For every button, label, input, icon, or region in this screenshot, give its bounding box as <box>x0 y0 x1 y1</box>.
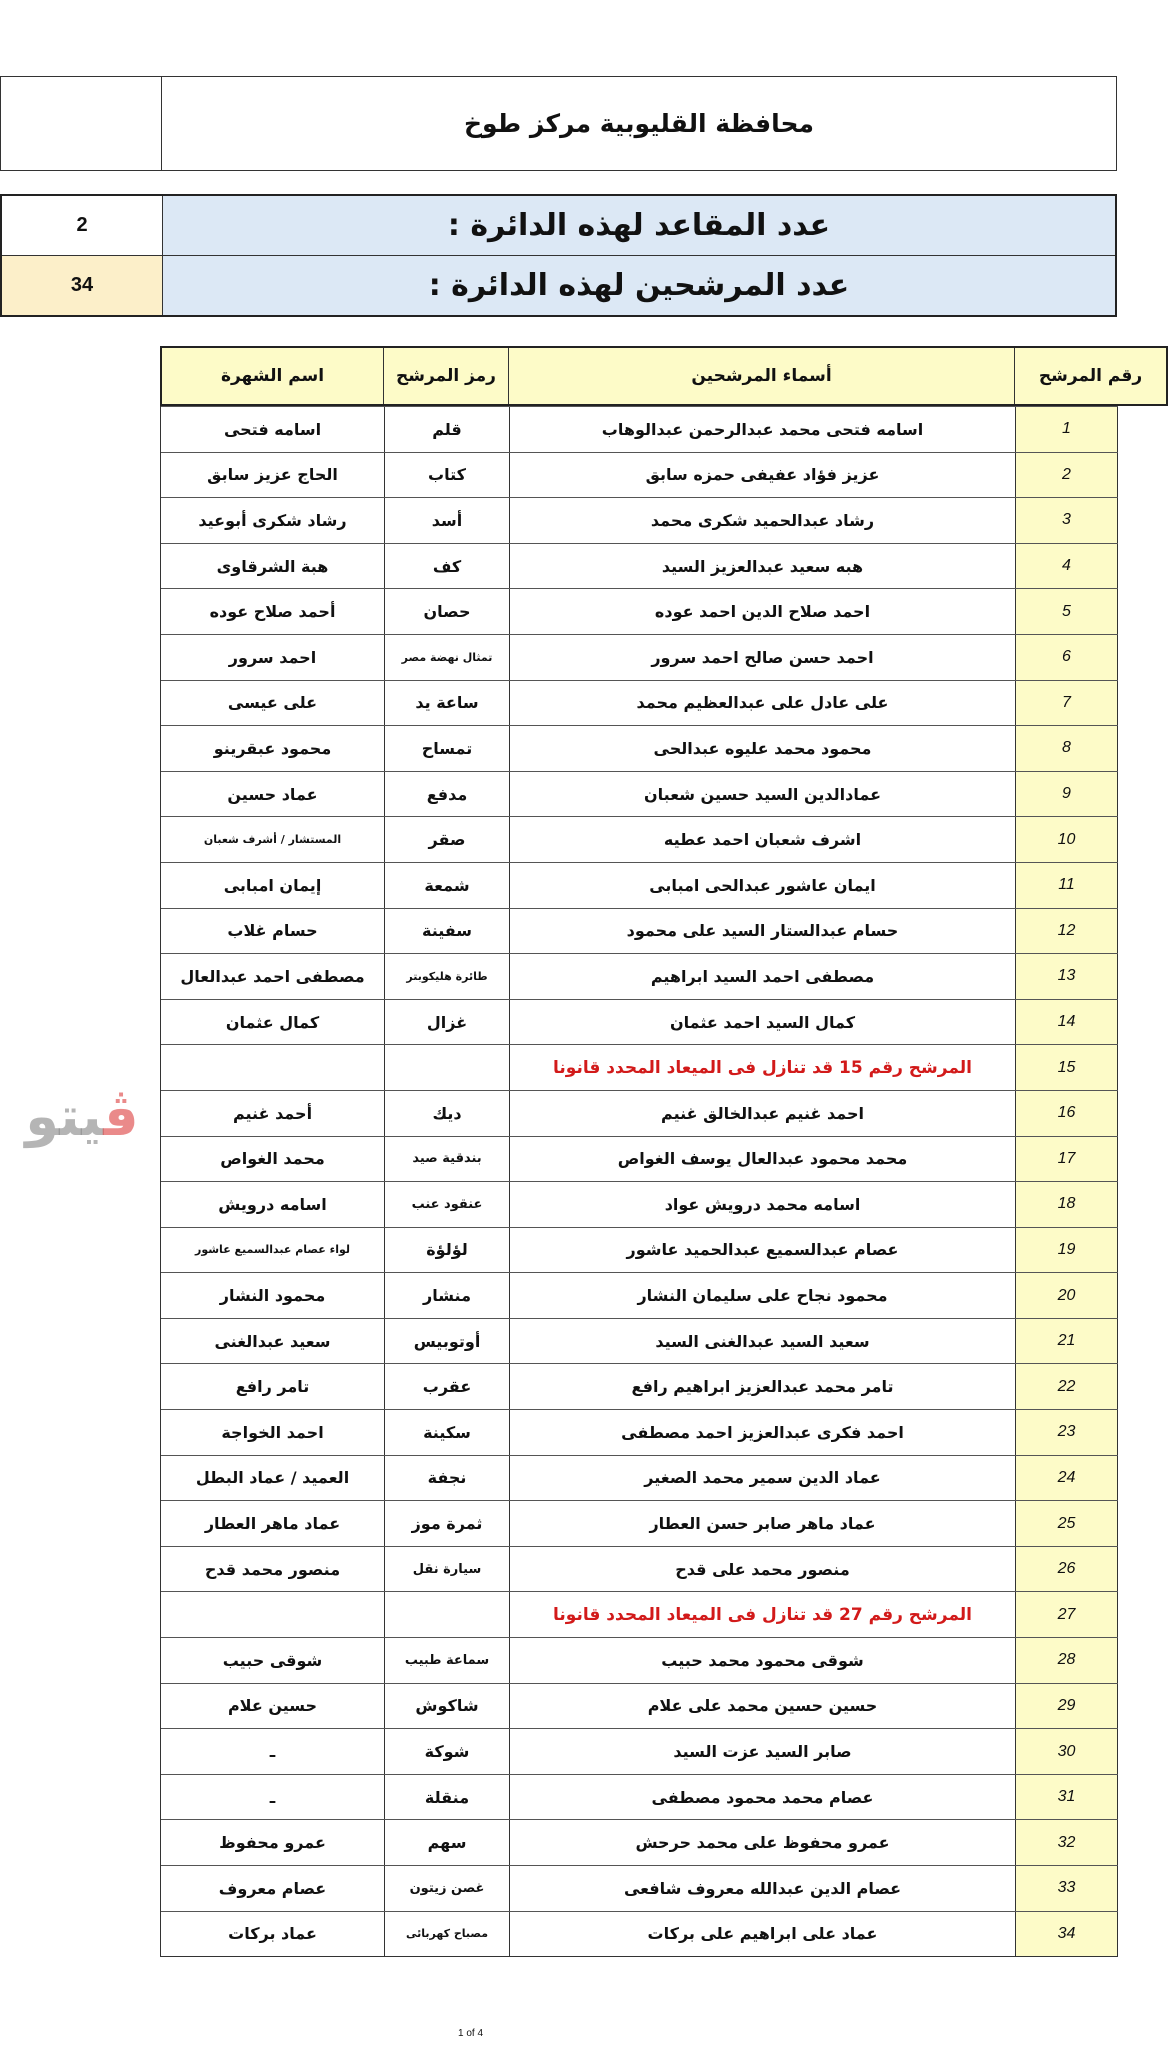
district-info <box>0 194 1117 317</box>
table-row <box>161 816 1118 862</box>
candidate-symbol: ثمرة موز <box>384 1501 509 1546</box>
candidate-number: 10 <box>1015 817 1118 862</box>
candidate-nickname: مصطفى احمد عبدالعال <box>180 966 365 986</box>
candidate-number: 30 <box>1015 1729 1118 1774</box>
candidate-nickname: عماد ماهر العطار <box>204 1514 341 1534</box>
candidate-name: صابر السيد عزت السيد <box>509 1729 1015 1774</box>
candidate-nickname: احمد سرور <box>228 647 317 667</box>
table-row <box>161 452 1118 498</box>
candidate-name: شوقى محمود محمد حبيب <box>509 1638 1015 1683</box>
candidate-number: 22 <box>1015 1364 1118 1409</box>
table-row <box>161 1272 1118 1318</box>
title-box <box>0 76 1117 171</box>
candidate-symbol: مصباح كهربائى <box>384 1912 509 1957</box>
candidate-nickname: ـ <box>269 1787 276 1807</box>
candidate-nickname: حسين علام <box>227 1696 318 1716</box>
table-row <box>161 1819 1118 1865</box>
candidate-name: المرشح رقم 15 قد تنازل فى الميعاد المحدد قانونا <box>509 1045 1015 1090</box>
table-row <box>161 1363 1118 1409</box>
table-row <box>161 953 1118 999</box>
page-number: 1 of 4 <box>458 2028 484 2039</box>
candidate-nickname: ـ <box>269 1742 276 1762</box>
candidate-nickname: اسامه فتحى <box>223 419 322 439</box>
candidate-symbol: سفينة <box>384 909 509 954</box>
candidate-number: 12 <box>1015 909 1118 954</box>
candidate-number: 15 <box>1015 1045 1118 1090</box>
candidate-symbol: تمثال نهضة مصر <box>384 635 509 680</box>
candidate-number: 24 <box>1015 1456 1118 1501</box>
candidate-name: رشاد عبدالحميد شكرى محمد <box>509 498 1015 543</box>
candidate-nickname: لواء عصام عبدالسميع عاشور <box>195 1243 350 1257</box>
candidate-name: محمود نجاح على سليمان النشار <box>509 1273 1015 1318</box>
candidate-nickname: رشاد شكرى أبوعيد <box>198 510 347 530</box>
candidate-nickname: إيمان امبابى <box>223 875 322 895</box>
table-row <box>161 1774 1118 1820</box>
candidate-symbol: منشار <box>384 1273 509 1318</box>
candidate-symbol: شمعة <box>384 863 509 908</box>
table-row <box>161 497 1118 543</box>
candidate-name: عمادالدين السيد حسين شعبان <box>509 772 1015 817</box>
candidate-symbol: أوتوبيس <box>384 1319 509 1364</box>
table-row <box>161 1500 1118 1546</box>
candidate-name: منصور محمد على قدح <box>509 1547 1015 1592</box>
candidates-label: عدد المرشحين لهذه الدائرة : <box>163 256 1115 315</box>
candidate-symbol: ساعة يد <box>384 681 509 726</box>
candidate-name: عماد الدين سمير محمد الصغير <box>509 1456 1015 1501</box>
table-row <box>161 680 1118 726</box>
candidate-name: ايمان عاشور عبدالحى امبابى <box>509 863 1015 908</box>
candidate-number: 29 <box>1015 1684 1118 1729</box>
table-row <box>161 1683 1118 1729</box>
candidate-symbol: بندقية صيد <box>384 1137 509 1182</box>
candidate-name: عماد ماهر صابر حسن العطار <box>509 1501 1015 1546</box>
col-number: رقم المرشح <box>1014 348 1166 404</box>
candidate-nickname: كمال عثمان <box>225 1012 320 1032</box>
table-row <box>161 999 1118 1045</box>
candidate-nickname: هبة الشرقاوى <box>216 556 329 576</box>
candidate-number: 32 <box>1015 1820 1118 1865</box>
candidate-name: هبه سعيد عبدالعزيز السيد <box>509 544 1015 589</box>
table-row <box>161 1728 1118 1774</box>
table-row <box>161 771 1118 817</box>
table-row <box>161 1637 1118 1683</box>
table-row <box>161 1318 1118 1364</box>
candidate-number: 28 <box>1015 1638 1118 1683</box>
table-row <box>161 1455 1118 1501</box>
candidate-number: 26 <box>1015 1547 1118 1592</box>
table-row <box>161 1044 1118 1090</box>
candidates-value: 34 <box>2 256 163 315</box>
candidate-nickname: أحمد صلاح عوده <box>209 602 336 622</box>
candidate-number: 17 <box>1015 1137 1118 1182</box>
candidate-name: مصطفى احمد السيد ابراهيم <box>509 954 1015 999</box>
candidate-symbol: حصان <box>384 589 509 634</box>
candidate-nickname: على عيسى <box>227 693 318 713</box>
candidate-symbol: لؤلؤة <box>384 1228 509 1273</box>
candidate-number: 27 <box>1015 1592 1118 1637</box>
table-row <box>161 588 1118 634</box>
candidate-name: احمد صلاح الدين احمد عوده <box>509 589 1015 634</box>
candidate-symbol: سكينة <box>384 1410 509 1455</box>
candidate-name: عماد على ابراهيم على بركات <box>509 1912 1015 1957</box>
table-row <box>161 1591 1118 1637</box>
table-body <box>160 406 1118 1957</box>
candidate-name: عصام محمد محمود مصطفى <box>509 1775 1015 1820</box>
candidate-nickname: محمود عبقرينو <box>213 738 332 758</box>
candidate-name: عصام الدين عبدالله معروف شافعى <box>509 1866 1015 1911</box>
candidate-number: 2 <box>1015 453 1118 498</box>
col-name: أسماء المرشحين <box>508 348 1014 404</box>
candidate-nickname: عماد بركات <box>228 1924 317 1944</box>
candidate-nickname <box>161 1045 384 1090</box>
watermark-logo: ڤيتو <box>25 1085 139 1148</box>
candidate-name: عصام عبدالسميع عبدالحميد عاشور <box>509 1228 1015 1273</box>
table-row <box>161 862 1118 908</box>
candidates-row <box>2 255 1115 315</box>
candidate-number: 23 <box>1015 1410 1118 1455</box>
candidate-nickname: عمرو محفوظ <box>219 1833 326 1853</box>
table-row <box>161 1865 1118 1911</box>
candidate-number: 19 <box>1015 1228 1118 1273</box>
candidate-name: كمال السيد احمد عثمان <box>509 1000 1015 1045</box>
seats-value: 2 <box>2 196 163 255</box>
candidate-name: المرشح رقم 27 قد تنازل فى الميعاد المحدد قانونا <box>509 1592 1015 1637</box>
candidate-nickname: الحاج عزيز سابق <box>207 465 338 485</box>
candidate-symbol <box>384 1045 509 1090</box>
candidate-number: 18 <box>1015 1182 1118 1227</box>
candidate-number: 34 <box>1015 1912 1118 1957</box>
candidate-symbol: أسد <box>384 498 509 543</box>
col-symbol: رمز المرشح <box>383 348 508 404</box>
candidate-symbol: شاكوش <box>384 1684 509 1729</box>
candidate-symbol: غصن زيتون <box>384 1866 509 1911</box>
candidate-number: 25 <box>1015 1501 1118 1546</box>
candidate-nickname: تامر رافع <box>235 1377 310 1397</box>
candidate-name: عمرو محفوظ على محمد حرحش <box>509 1820 1015 1865</box>
table-row <box>161 725 1118 771</box>
candidate-symbol: سماعة طبيب <box>384 1638 509 1683</box>
candidate-name: محمود محمد عليوه عبدالحى <box>509 726 1015 771</box>
candidate-nickname: أحمد غنيم <box>232 1103 313 1123</box>
candidate-number: 13 <box>1015 954 1118 999</box>
candidate-symbol <box>384 1592 509 1637</box>
table-row <box>161 908 1118 954</box>
candidate-number: 1 <box>1015 407 1118 452</box>
candidate-name: على عادل على عبدالعظيم محمد <box>509 681 1015 726</box>
candidate-number: 33 <box>1015 1866 1118 1911</box>
candidate-symbol: نجفة <box>384 1456 509 1501</box>
candidate-symbol: سهم <box>384 1820 509 1865</box>
candidate-name: اسامه محمد درويش عواد <box>509 1182 1015 1227</box>
candidate-symbol: طائرة هليكوبتر <box>384 954 509 999</box>
candidate-symbol: قلم <box>384 407 509 452</box>
candidate-symbol: عنقود عنب <box>384 1182 509 1227</box>
candidate-number: 14 <box>1015 1000 1118 1045</box>
table-row <box>161 1911 1118 1957</box>
candidate-nickname: اسامه درويش <box>218 1194 327 1214</box>
candidate-name: احمد حسن صالح احمد سرور <box>509 635 1015 680</box>
candidate-number: 3 <box>1015 498 1118 543</box>
page-title: محافظة القليوبية مركز طوخ <box>463 109 815 138</box>
candidate-name: عزيز فؤاد عفيفى حمزه سابق <box>509 453 1015 498</box>
candidate-number: 16 <box>1015 1091 1118 1136</box>
candidate-name: حسين حسين محمد على علام <box>509 1684 1015 1729</box>
candidate-nickname: محمود النشار <box>219 1286 326 1306</box>
candidate-nickname: المستشار / أشرف شعبان <box>203 833 342 847</box>
candidate-symbol: مدفع <box>384 772 509 817</box>
candidate-name: حسام عبدالستار السيد على محمود <box>509 909 1015 954</box>
seats-label: عدد المقاعد لهذه الدائرة : <box>163 196 1115 255</box>
candidate-name: احمد غنيم عبدالخالق غنيم <box>509 1091 1015 1136</box>
candidate-nickname: منصور محمد قدح <box>204 1559 341 1579</box>
candidate-number: 21 <box>1015 1319 1118 1364</box>
candidate-nickname: عماد حسين <box>227 784 318 804</box>
candidate-nickname: احمد الخواجة <box>221 1422 324 1442</box>
candidate-symbol: تمساح <box>384 726 509 771</box>
candidate-nickname: عصام معروف <box>218 1878 327 1898</box>
candidate-symbol: شوكة <box>384 1729 509 1774</box>
candidate-number: 11 <box>1015 863 1118 908</box>
title-empty-cell <box>1 77 162 170</box>
candidate-name: محمد محمود عبدالعال يوسف الغواص <box>509 1137 1015 1182</box>
candidates-table <box>160 346 1168 1957</box>
candidate-nickname: حسام غلاب <box>227 921 318 941</box>
table-row <box>161 406 1118 452</box>
candidate-name: سعيد السيد عبدالغنى السيد <box>509 1319 1015 1364</box>
candidate-number: 20 <box>1015 1273 1118 1318</box>
candidate-symbol: ديك <box>384 1091 509 1136</box>
candidate-name: احمد فكرى عبدالعزيز احمد مصطفى <box>509 1410 1015 1455</box>
candidate-number: 6 <box>1015 635 1118 680</box>
candidate-symbol: سيارة نقل <box>384 1547 509 1592</box>
candidate-nickname: العميد / عماد البطل <box>195 1468 350 1488</box>
candidate-name: اسامه فتحى محمد عبدالرحمن عبدالوهاب <box>509 407 1015 452</box>
candidate-nickname: شوقى حبيب <box>222 1650 323 1670</box>
seats-row <box>2 196 1115 255</box>
table-row <box>161 1227 1118 1273</box>
candidate-nickname: محمد الغواص <box>220 1149 325 1169</box>
table-row <box>161 1409 1118 1455</box>
candidate-number: 5 <box>1015 589 1118 634</box>
candidate-nickname: سعيد عبدالغنى <box>214 1331 331 1351</box>
candidate-symbol: غزال <box>384 1000 509 1045</box>
candidate-symbol: كتاب <box>384 453 509 498</box>
table-row <box>161 1181 1118 1227</box>
table-header <box>160 346 1168 406</box>
candidate-nickname <box>161 1592 384 1637</box>
candidate-number: 31 <box>1015 1775 1118 1820</box>
col-nickname: اسم الشهرة <box>220 366 325 386</box>
candidate-number: 8 <box>1015 726 1118 771</box>
table-row <box>161 1090 1118 1136</box>
candidate-symbol: عقرب <box>384 1364 509 1409</box>
table-row <box>161 634 1118 680</box>
table-row <box>161 543 1118 589</box>
table-row <box>161 1546 1118 1592</box>
candidate-number: 7 <box>1015 681 1118 726</box>
candidate-number: 9 <box>1015 772 1118 817</box>
candidate-number: 4 <box>1015 544 1118 589</box>
candidate-symbol: كف <box>384 544 509 589</box>
candidate-symbol: صقر <box>384 817 509 862</box>
candidate-symbol: منقلة <box>384 1775 509 1820</box>
table-row <box>161 1136 1118 1182</box>
candidate-name: تامر محمد عبدالعزيز ابراهيم رافع <box>509 1364 1015 1409</box>
candidate-name: اشرف شعبان احمد عطيه <box>509 817 1015 862</box>
